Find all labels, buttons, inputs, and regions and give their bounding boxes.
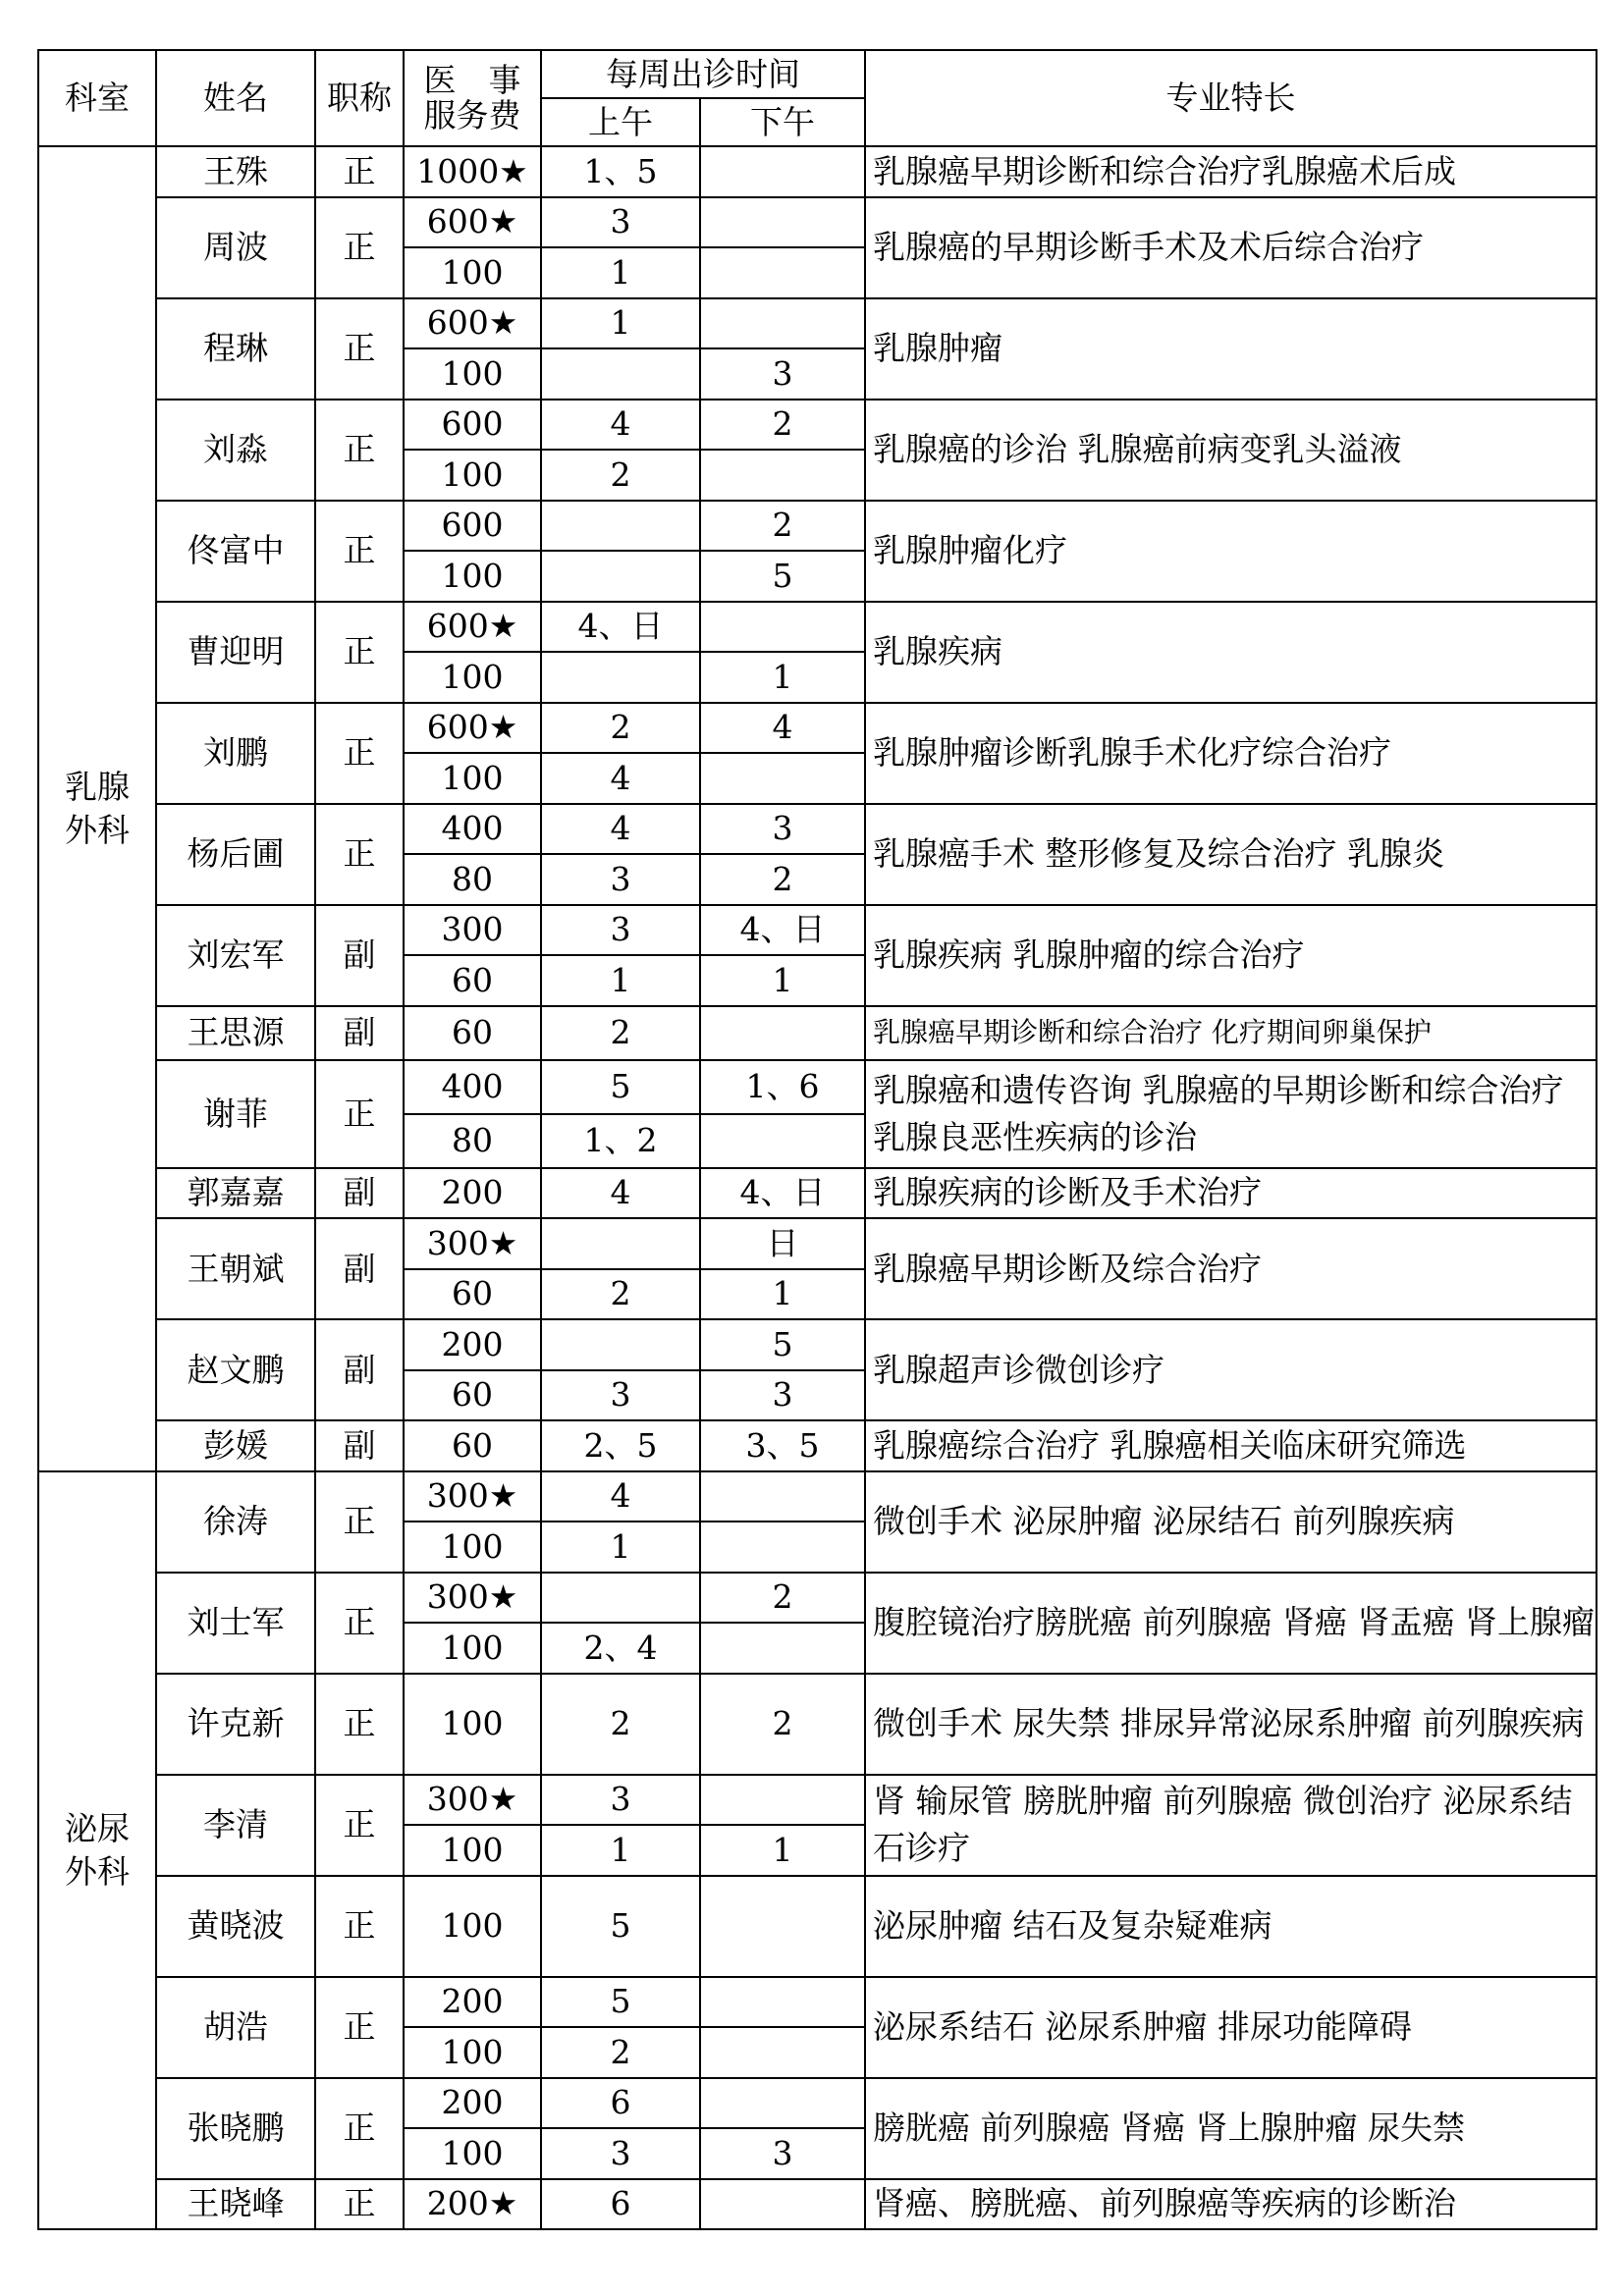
morning-days: 1、5	[541, 146, 700, 197]
table-row	[38, 1420, 1597, 1471]
afternoon-days: 2	[700, 854, 865, 905]
afternoon-days	[700, 753, 865, 804]
doctor-specialty: 腹腔镜治疗膀胱癌 前列腺癌 肾癌 肾盂癌 肾上腺瘤	[865, 1573, 1597, 1674]
doctor-title: 正	[315, 1775, 404, 1876]
doctor-specialty: 微创手术 泌尿肿瘤 泌尿结石 前列腺疾病	[865, 1471, 1597, 1573]
morning-days: 3	[541, 2128, 700, 2179]
morning-days: 1、2	[541, 1114, 700, 1168]
table-row	[38, 146, 1597, 197]
service-fee: 100	[404, 450, 541, 501]
header-title: 职称	[315, 50, 404, 146]
doctor-title: 正	[315, 1977, 404, 2078]
service-fee: 100	[404, 1825, 541, 1876]
doctor-name: 赵文鹏	[156, 1319, 315, 1420]
morning-days: 4、日	[541, 602, 700, 653]
morning-days: 6	[541, 2179, 700, 2230]
service-fee: 400	[404, 804, 541, 855]
table-row	[38, 1168, 1597, 1219]
service-fee: 100	[404, 2027, 541, 2078]
service-fee: 100	[404, 1876, 541, 1977]
service-fee: 200★	[404, 2179, 541, 2230]
table-row	[38, 197, 1597, 248]
afternoon-days	[700, 2179, 865, 2230]
doctor-specialty: 乳腺超声诊微创诊疗	[865, 1319, 1597, 1420]
afternoon-days	[700, 1623, 865, 1674]
doctor-title: 正	[315, 602, 404, 703]
table-row	[38, 501, 1597, 552]
doctor-specialty: 乳腺癌早期诊断和综合治疗乳腺癌术后成	[865, 146, 1597, 197]
afternoon-days: 1	[700, 955, 865, 1006]
service-fee: 100	[404, 753, 541, 804]
service-fee: 300★	[404, 1573, 541, 1624]
service-fee: 200	[404, 1319, 541, 1370]
afternoon-days: 4	[700, 703, 865, 754]
afternoon-days: 3	[700, 804, 865, 855]
service-fee: 600★	[404, 703, 541, 754]
service-fee: 100	[404, 2128, 541, 2179]
doctor-specialty: 乳腺癌早期诊断和综合治疗 化疗期间卵巢保护	[865, 1006, 1597, 1060]
doctor-title: 正	[315, 400, 404, 501]
service-fee: 100	[404, 1674, 541, 1775]
service-fee: 100	[404, 247, 541, 298]
doctor-specialty: 微创手术 尿失禁 排尿异常泌尿系肿瘤 前列腺疾病	[865, 1674, 1597, 1775]
morning-days: 2	[541, 1269, 700, 1320]
doctor-name: 周波	[156, 197, 315, 298]
doctor-name: 杨后圃	[156, 804, 315, 905]
afternoon-days	[700, 450, 865, 501]
table-row	[38, 2078, 1597, 2129]
doctor-name: 黄晓波	[156, 1876, 315, 1977]
table-row	[38, 1006, 1597, 1060]
afternoon-days: 4、日	[700, 1168, 865, 1219]
afternoon-days	[700, 602, 865, 653]
morning-days: 3	[541, 905, 700, 956]
doctor-specialty: 肾 输尿管 膀胱肿瘤 前列腺癌 微创治疗 泌尿系结石诊疗	[865, 1775, 1597, 1876]
afternoon-days: 4、日	[700, 905, 865, 956]
afternoon-days: 1	[700, 1269, 865, 1320]
table-row	[38, 1977, 1597, 2028]
doctor-specialty: 乳腺疾病	[865, 602, 1597, 703]
header-fee-line1: 医 事	[423, 61, 521, 99]
doctor-title: 副	[315, 1006, 404, 1060]
afternoon-days: 2	[700, 501, 865, 552]
afternoon-days	[700, 2078, 865, 2129]
table-row	[38, 804, 1597, 855]
morning-days: 1	[541, 955, 700, 1006]
afternoon-days	[700, 1006, 865, 1060]
afternoon-days: 日	[700, 1218, 865, 1269]
table-row	[38, 1060, 1597, 1114]
table-row	[38, 400, 1597, 451]
doctor-name: 王殊	[156, 146, 315, 197]
morning-days	[541, 1319, 700, 1370]
morning-days: 5	[541, 1977, 700, 2028]
morning-days: 2	[541, 2027, 700, 2078]
morning-days	[541, 1218, 700, 1269]
doctor-title: 正	[315, 1573, 404, 1674]
afternoon-days: 3、5	[700, 1420, 865, 1471]
afternoon-days	[700, 197, 865, 248]
doctor-specialty: 乳腺癌的早期诊断手术及术后综合治疗	[865, 197, 1597, 298]
afternoon-days: 2	[700, 1573, 865, 1624]
service-fee: 300	[404, 905, 541, 956]
department-name-line2: 外科	[65, 1851, 130, 1891]
afternoon-days	[700, 1775, 865, 1826]
afternoon-days: 1、6	[700, 1060, 865, 1114]
doctor-specialty: 乳腺肿瘤化疗	[865, 501, 1597, 602]
service-fee: 100	[404, 1623, 541, 1674]
morning-days	[541, 652, 700, 703]
table-row	[38, 2179, 1597, 2230]
service-fee: 400	[404, 1060, 541, 1114]
doctor-specialty: 乳腺癌手术 整形修复及综合治疗 乳腺炎	[865, 804, 1597, 905]
doctor-specialty: 膀胱癌 前列腺癌 肾癌 肾上腺肿瘤 尿失禁	[865, 2078, 1597, 2179]
doctor-name: 徐涛	[156, 1471, 315, 1573]
header-afternoon: 下午	[700, 98, 865, 146]
header-name: 姓名	[156, 50, 315, 146]
table-row	[38, 298, 1597, 349]
afternoon-days: 5	[700, 551, 865, 602]
service-fee: 80	[404, 1114, 541, 1168]
doctor-name: 张晓鹏	[156, 2078, 315, 2179]
doctor-title: 正	[315, 1674, 404, 1775]
service-fee: 1000★	[404, 146, 541, 197]
table-row	[38, 1218, 1597, 1269]
afternoon-days	[700, 1522, 865, 1573]
afternoon-days	[700, 1876, 865, 1977]
doctor-title: 正	[315, 298, 404, 400]
morning-days: 3	[541, 854, 700, 905]
doctor-title: 正	[315, 703, 404, 804]
afternoon-days	[700, 1471, 865, 1522]
table-row	[38, 1674, 1597, 1775]
service-fee: 600	[404, 400, 541, 451]
afternoon-days	[700, 1977, 865, 2028]
doctor-specialty: 乳腺肿瘤	[865, 298, 1597, 400]
morning-days: 2、5	[541, 1420, 700, 1471]
morning-days: 2、4	[541, 1623, 700, 1674]
afternoon-days: 1	[700, 1825, 865, 1876]
table-row	[38, 905, 1597, 956]
doctor-name: 刘宏军	[156, 905, 315, 1006]
service-fee: 100	[404, 348, 541, 400]
service-fee: 300★	[404, 1218, 541, 1269]
doctor-specialty: 乳腺肿瘤诊断乳腺手术化疗综合治疗	[865, 703, 1597, 804]
morning-days: 2	[541, 1674, 700, 1775]
morning-days: 3	[541, 1775, 700, 1826]
doctor-title: 正	[315, 501, 404, 602]
doctor-specialty: 乳腺疾病的诊断及手术治疗	[865, 1168, 1597, 1219]
header-specialty: 专业特长	[865, 50, 1597, 146]
doctor-title: 正	[315, 1060, 404, 1168]
department-name-line1: 乳腺	[65, 767, 130, 806]
afternoon-days: 3	[700, 348, 865, 400]
doctor-name: 王晓峰	[156, 2179, 315, 2230]
doctor-title: 正	[315, 2078, 404, 2179]
table-row	[38, 602, 1597, 653]
morning-days	[541, 348, 700, 400]
service-fee: 600★	[404, 197, 541, 248]
morning-days: 1	[541, 1522, 700, 1573]
morning-days: 4	[541, 753, 700, 804]
service-fee: 60	[404, 1420, 541, 1471]
morning-days: 1	[541, 298, 700, 349]
morning-days: 4	[541, 804, 700, 855]
doctor-specialty: 乳腺癌综合治疗 乳腺癌相关临床研究筛选	[865, 1420, 1597, 1471]
afternoon-days: 2	[700, 1674, 865, 1775]
doctor-specialty: 乳腺疾病 乳腺肿瘤的综合治疗	[865, 905, 1597, 1006]
doctor-name: 刘淼	[156, 400, 315, 501]
doctor-name: 刘士军	[156, 1573, 315, 1674]
afternoon-days	[700, 1114, 865, 1168]
service-fee: 100	[404, 652, 541, 703]
morning-days: 4	[541, 1168, 700, 1219]
afternoon-days: 3	[700, 2128, 865, 2179]
afternoon-days: 3	[700, 1370, 865, 1421]
header-department: 科室	[38, 50, 156, 146]
afternoon-days	[700, 2027, 865, 2078]
morning-days: 1	[541, 1825, 700, 1876]
service-fee: 200	[404, 1977, 541, 2028]
morning-days: 2	[541, 703, 700, 754]
morning-days: 5	[541, 1876, 700, 1977]
afternoon-days: 2	[700, 400, 865, 451]
afternoon-days	[700, 247, 865, 298]
doctor-name: 胡浩	[156, 1977, 315, 2078]
doctor-name: 郭嘉嘉	[156, 1168, 315, 1219]
service-fee: 100	[404, 551, 541, 602]
department-name-line2: 外科	[65, 810, 130, 849]
morning-days: 4	[541, 400, 700, 451]
service-fee: 200	[404, 2078, 541, 2129]
doctor-name: 程琳	[156, 298, 315, 400]
doctor-name: 王朝斌	[156, 1218, 315, 1319]
doctor-name: 王思源	[156, 1006, 315, 1060]
doctor-specialty: 肾癌、膀胱癌、前列腺癌等疾病的诊断治	[865, 2179, 1597, 2230]
morning-days: 6	[541, 2078, 700, 2129]
doctor-name: 曹迎明	[156, 602, 315, 703]
service-fee: 60	[404, 1370, 541, 1421]
morning-days: 3	[541, 1370, 700, 1421]
doctor-title: 正	[315, 197, 404, 298]
morning-days: 5	[541, 1060, 700, 1114]
morning-days	[541, 501, 700, 552]
morning-days: 4	[541, 1471, 700, 1522]
table-row	[38, 1319, 1597, 1370]
doctor-title: 正	[315, 2179, 404, 2230]
service-fee: 60	[404, 1006, 541, 1060]
morning-days	[541, 551, 700, 602]
doctor-name: 彭媛	[156, 1420, 315, 1471]
table-row	[38, 1775, 1597, 1826]
morning-days	[541, 1573, 700, 1624]
header-schedule: 每周出诊时间	[541, 50, 865, 98]
doctor-name: 许克新	[156, 1674, 315, 1775]
doctor-title: 副	[315, 1319, 404, 1420]
doctor-specialty: 乳腺癌和遗传咨询 乳腺癌的早期诊断和综合治疗 乳腺良恶性疾病的诊治	[865, 1060, 1597, 1168]
table-row	[38, 1471, 1597, 1522]
header-fee-line2: 服务费	[423, 96, 521, 134]
header-morning: 上午	[541, 98, 700, 146]
table-row	[38, 703, 1597, 754]
department-cell	[38, 146, 156, 1471]
table-row	[38, 1876, 1597, 1977]
doctor-title: 副	[315, 1218, 404, 1319]
doctor-title: 正	[315, 1876, 404, 1977]
doctor-specialty: 泌尿肿瘤 结石及复杂疑难病	[865, 1876, 1597, 1977]
service-fee: 300★	[404, 1471, 541, 1522]
morning-days: 2	[541, 450, 700, 501]
service-fee: 200	[404, 1168, 541, 1219]
service-fee: 60	[404, 1269, 541, 1320]
service-fee: 60	[404, 955, 541, 1006]
table-row	[38, 1573, 1597, 1624]
department-name-line1: 泌尿	[65, 1808, 130, 1847]
morning-days: 3	[541, 197, 700, 248]
doctor-title: 副	[315, 905, 404, 1006]
header-fee	[404, 50, 541, 146]
doctor-title: 正	[315, 1471, 404, 1573]
doctor-title: 副	[315, 1420, 404, 1471]
afternoon-days	[700, 298, 865, 349]
service-fee: 600★	[404, 298, 541, 349]
doctor-name: 李清	[156, 1775, 315, 1876]
department-cell	[38, 1471, 156, 2230]
afternoon-days	[700, 146, 865, 197]
afternoon-days: 5	[700, 1319, 865, 1370]
clinic-schedule-table	[37, 49, 1597, 2230]
doctor-specialty: 泌尿系结石 泌尿系肿瘤 排尿功能障碍	[865, 1977, 1597, 2078]
service-fee: 300★	[404, 1775, 541, 1826]
service-fee: 80	[404, 854, 541, 905]
doctor-specialty: 乳腺癌早期诊断及综合治疗	[865, 1218, 1597, 1319]
morning-days: 1	[541, 247, 700, 298]
schedule-body	[38, 146, 1597, 2229]
doctor-title: 副	[315, 1168, 404, 1219]
doctor-name: 佟富中	[156, 501, 315, 602]
service-fee: 100	[404, 1522, 541, 1573]
doctor-title: 正	[315, 804, 404, 905]
service-fee: 600★	[404, 602, 541, 653]
doctor-name: 刘鹏	[156, 703, 315, 804]
morning-days: 2	[541, 1006, 700, 1060]
doctor-name: 谢菲	[156, 1060, 315, 1168]
afternoon-days: 1	[700, 652, 865, 703]
service-fee: 600	[404, 501, 541, 552]
doctor-specialty: 乳腺癌的诊治 乳腺癌前病变乳头溢液	[865, 400, 1597, 501]
doctor-title: 正	[315, 146, 404, 197]
